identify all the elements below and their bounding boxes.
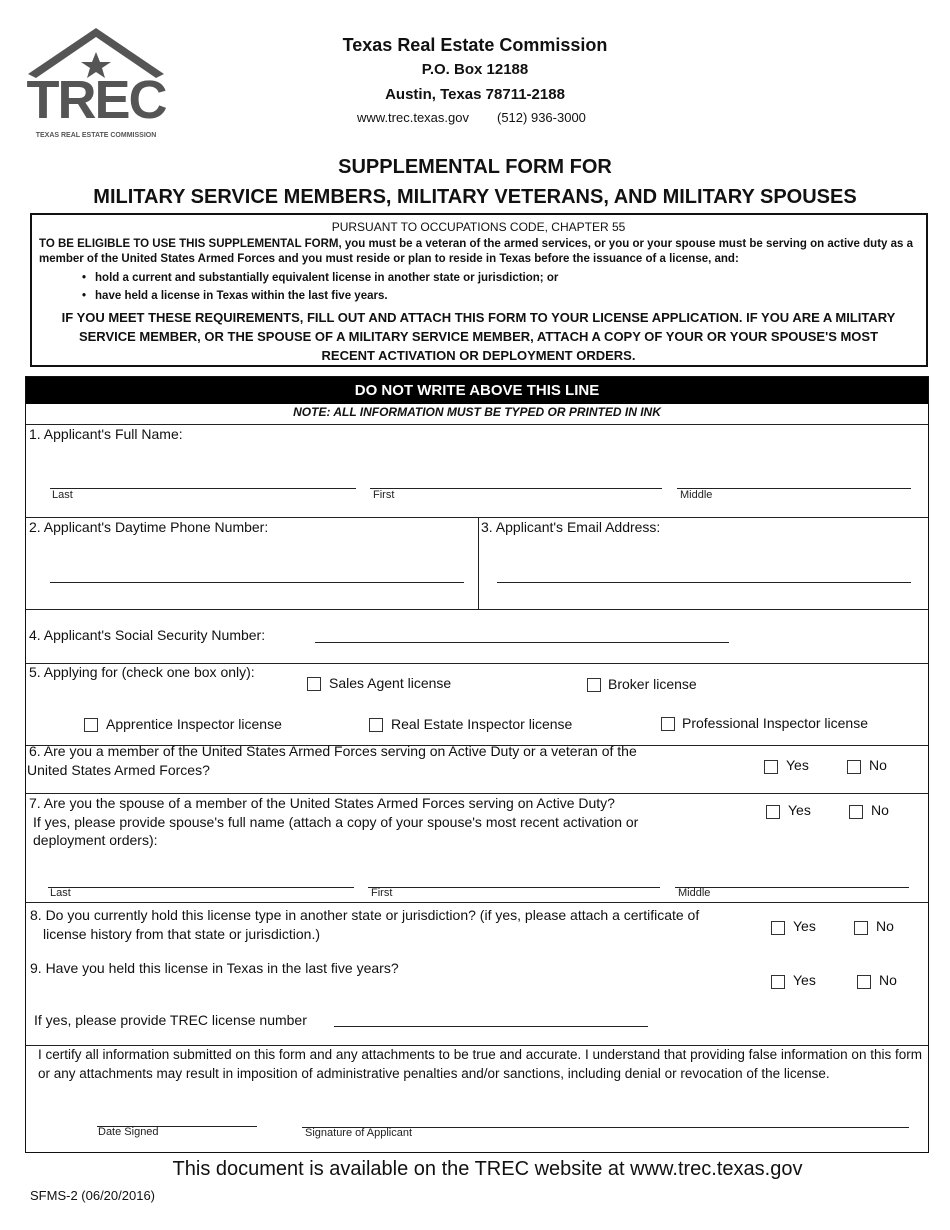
q9-no-checkbox[interactable] bbox=[857, 975, 871, 989]
q7-yes-checkbox[interactable] bbox=[766, 805, 780, 819]
ink-note: NOTE: ALL INFORMATION MUST BE TYPED OR PRINTED IN INK bbox=[293, 405, 661, 419]
date-signed-caption: Date Signed bbox=[98, 1126, 159, 1138]
city-address: Austin, Texas 78711-2188 bbox=[385, 86, 565, 103]
q9-label: 9. Have you held this license in Texas in the last five years? bbox=[30, 960, 399, 976]
q6-line-2: United States Armed Forces? bbox=[27, 762, 210, 778]
eligibility-text: TO BE ELIGIBLE TO USE THIS SUPPLEMENTAL FORM, you must be a veteran of the armed services, or you or your spouse must be serving on active duty as a member of the United States Armed Forces and you must reside or plan to reside in Texas before the issuance of a license, and: bbox=[39, 238, 913, 265]
do-not-write-banner: DO NOT WRITE ABOVE THIS LINE bbox=[26, 377, 928, 404]
trec-license-number-field[interactable] bbox=[334, 1026, 648, 1027]
q7-spouse-last-field[interactable] bbox=[48, 887, 354, 888]
instructions-text: IF YOU MEET THESE REQUIREMENTS, FILL OUT AND ATTACH THIS FORM TO YOUR LICENSE APPLICATION. IF YOU ARE A MILITARY SERVICE MEMBER, OR THE SPOUSE OF A MILITARY SERVICE MEMBER, ATTACH A COPY OF YOUR OR YOUR SPOUSE'S MOST RECENT ACTIVATION OR DEPLOYMENT ORDERS. bbox=[61, 310, 896, 363]
q7-no-checkbox[interactable] bbox=[849, 805, 863, 819]
bullet-1 bbox=[82, 272, 558, 284]
q7-line-2: If yes, please provide spouse's full name (attach a copy of your spouse's most recent activation or bbox=[33, 814, 639, 830]
pursuant-text: PURSUANT TO OCCUPATIONS CODE, CHAPTER 55 bbox=[331, 220, 626, 234]
title-line-1: SUPPLEMENTAL FORM FOR bbox=[338, 156, 612, 178]
q6-yes-label: Yes bbox=[786, 757, 809, 773]
logo-text: TREC bbox=[26, 70, 166, 130]
q7-line-3: deployment orders): bbox=[33, 832, 158, 848]
q9-no-label: No bbox=[879, 972, 897, 988]
q6-yes-checkbox[interactable] bbox=[764, 760, 778, 774]
logo-subtext: TEXAS REAL ESTATE COMMISSION bbox=[35, 132, 157, 139]
apprentice-inspector-label: Apprentice Inspector license bbox=[106, 716, 282, 732]
real-estate-inspector-label: Real Estate Inspector license bbox=[391, 716, 573, 732]
q1-last-name-field[interactable] bbox=[50, 488, 356, 489]
q6-no-checkbox[interactable] bbox=[847, 760, 861, 774]
q7-first-caption: First bbox=[371, 887, 393, 899]
website-availability-note: This document is available on the TREC website at www.trec.texas.gov bbox=[172, 1158, 803, 1180]
broker-checkbox[interactable] bbox=[587, 678, 601, 692]
signature-caption: Signature of Applicant bbox=[305, 1127, 413, 1139]
broker-label: Broker license bbox=[608, 676, 697, 692]
q4-ssn-label: 4. Applicant's Social Security Number: bbox=[29, 627, 266, 643]
q1-middle-caption: Middle bbox=[680, 489, 713, 501]
title-line-2: MILITARY SERVICE MEMBERS, MILITARY VETERANS, AND MILITARY SPOUSES bbox=[93, 186, 857, 208]
q1-full-name-label: 1. Applicant's Full Name: bbox=[29, 426, 183, 442]
sales-agent-checkbox[interactable] bbox=[307, 677, 321, 691]
website: www.trec.texas.gov bbox=[357, 110, 469, 125]
q9-followup-label: If yes, please provide TREC license number bbox=[34, 1012, 307, 1028]
certification-text: I certify all information submitted on this form and any attachments to be true and accurate. I understand that providing false information on this form or any attachments may result in imposition of administrative penalties and/or sanctions, including denial or revocation of the license. bbox=[38, 1047, 922, 1081]
q5-applying-for-label: 5. Applying for (check one box only): bbox=[29, 664, 255, 680]
bullet-2-text: have held a license in Texas within the last five years. bbox=[95, 290, 388, 302]
q7-spouse-first-field[interactable] bbox=[368, 887, 660, 888]
sales-agent-label: Sales Agent license bbox=[329, 675, 452, 691]
q6-line-1: 6. Are you a member of the United States Armed Forces serving on Active Duty or a veteran of the bbox=[29, 743, 637, 759]
form-id: SFMS-2 (06/20/2016) bbox=[30, 1188, 156, 1203]
q8-no-label: No bbox=[876, 918, 894, 934]
eligibility-notice-box bbox=[30, 213, 928, 367]
q9-yes-checkbox[interactable] bbox=[771, 975, 785, 989]
q8-yes-checkbox[interactable] bbox=[771, 921, 785, 935]
q2-phone-field[interactable] bbox=[50, 582, 464, 583]
q7-yes-label: Yes bbox=[788, 802, 811, 818]
q7-middle-caption: Middle bbox=[678, 887, 711, 899]
q7-last-caption: Last bbox=[50, 887, 71, 899]
org-name: Texas Real Estate Commission bbox=[342, 35, 608, 55]
q8-yes-label: Yes bbox=[793, 918, 816, 934]
phone: (512) 936-3000 bbox=[497, 110, 586, 125]
apprentice-inspector-checkbox[interactable] bbox=[84, 718, 98, 732]
q1-last-caption: Last bbox=[52, 489, 73, 501]
q3-email-field[interactable] bbox=[497, 582, 911, 583]
q8-line-2: license history from that state or jurisdiction.) bbox=[43, 926, 320, 942]
real-estate-inspector-checkbox[interactable] bbox=[369, 718, 383, 732]
bullet-1-icon: • bbox=[82, 272, 87, 284]
bullet-2-icon: • bbox=[82, 290, 87, 302]
bullet-1-text: hold a current and substantially equivalent license in another state or jurisdiction; or bbox=[95, 272, 559, 284]
q8-line-1: 8. Do you currently hold this license type in another state or jurisdiction? (if yes, please attach a certificate of bbox=[30, 907, 700, 923]
q7-line-1: 7. Are you the spouse of a member of the United States Armed Forces serving on Active Duty? bbox=[29, 795, 615, 811]
q4-ssn-field[interactable] bbox=[315, 642, 729, 643]
professional-inspector-label: Professional Inspector license bbox=[682, 715, 868, 731]
bullet-2 bbox=[82, 290, 388, 302]
q2-phone-label: 2. Applicant's Daytime Phone Number: bbox=[29, 519, 269, 535]
q9-yes-label: Yes bbox=[793, 972, 816, 988]
q1-first-name-field[interactable] bbox=[370, 488, 662, 489]
professional-inspector-checkbox[interactable] bbox=[661, 717, 675, 731]
q6-no-label: No bbox=[869, 757, 887, 773]
q1-first-caption: First bbox=[373, 489, 395, 501]
trec-logo bbox=[26, 26, 166, 141]
q3-email-label: 3. Applicant's Email Address: bbox=[481, 519, 661, 535]
q8-no-checkbox[interactable] bbox=[854, 921, 868, 935]
q7-no-label: No bbox=[871, 802, 889, 818]
po-box: P.O. Box 12188 bbox=[421, 61, 529, 78]
